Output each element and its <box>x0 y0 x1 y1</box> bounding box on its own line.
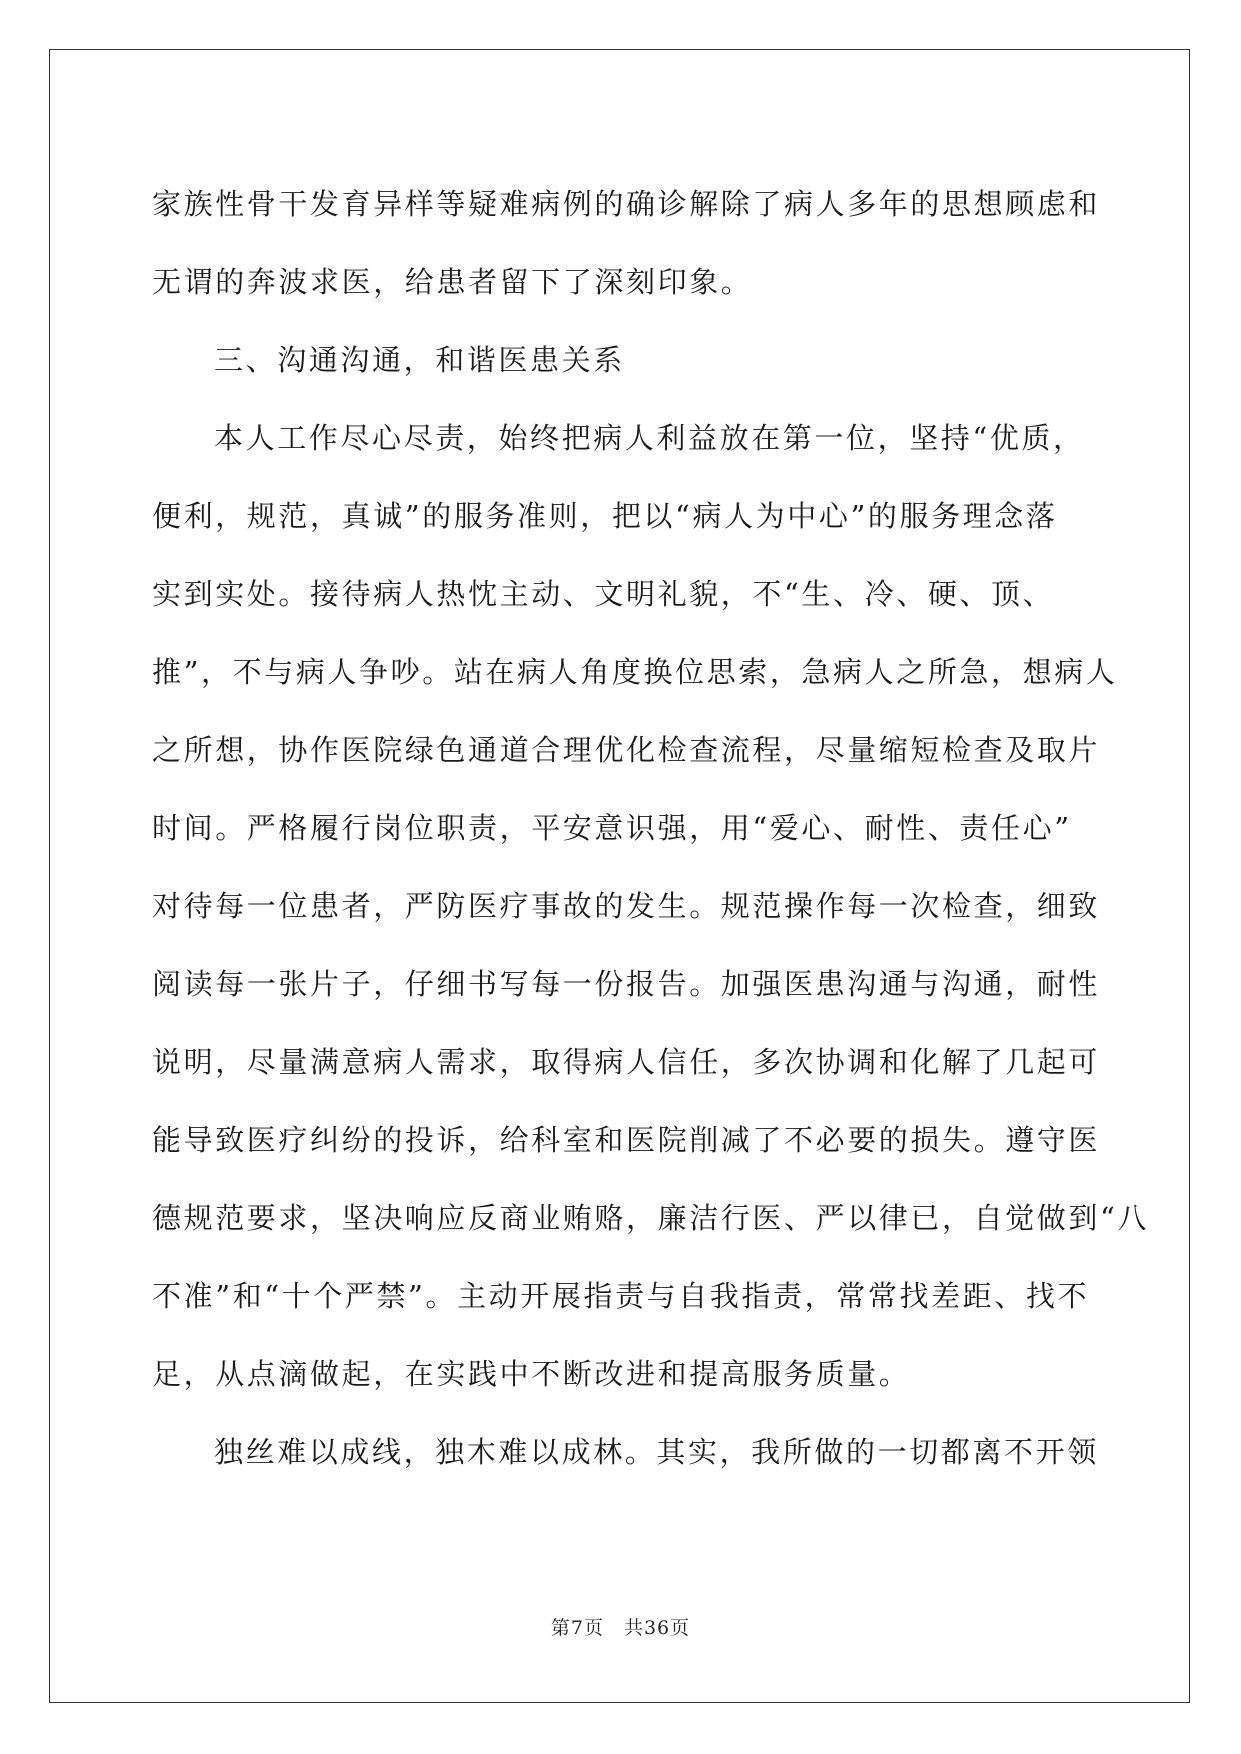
text-line: 之所想，协作医院绿色通道合理优化检查流程，尽量缩短检查及取片 <box>152 733 1101 767</box>
text-line: 家族性骨干发育异样等疑难病例的确诊解除了病人多年的思想顾虑和 <box>152 187 1101 221</box>
page-number: 第7页 <box>550 1617 604 1639</box>
text-line: 实到实处。接待病人热忱主动、文明礼貌，不“生、冷、硬、顶、 <box>152 577 1055 611</box>
text-line: 不准”和“十个严禁”。主动开展指责与自我指责，常常找差距、找不 <box>152 1279 1090 1313</box>
section-heading: 三、沟通沟通，和谐医患关系 <box>214 343 625 377</box>
text-line: 阅读每一张片子，仔细书写每一份报告。加强医患沟通与沟通，耐性 <box>152 967 1101 1001</box>
text-line: 能导致医疗纠纷的投诉，给科室和医院削减了不必要的损失。遵守医 <box>152 1123 1101 1157</box>
text-line: 本人工作尽心尽责，始终把病人利益放在第一位，坚持“优质， <box>214 421 1085 455</box>
text-line: 对待每一位患者，严防医疗事故的发生。规范操作每一次检查，细致 <box>152 889 1101 923</box>
text-line: 推”，不与病人争吵。站在病人角度换位思索，急病人之所急，想病人 <box>152 655 1118 689</box>
text-line: 足，从点滴做起，在实践中不断改进和提高服务质量。 <box>152 1357 911 1391</box>
text-line: 说明，尽量满意病人需求，取得病人信任，多次协调和化解了几起可 <box>152 1045 1101 1079</box>
text-line: 德规范要求，坚决响应反商业贿赂，廉洁行医、严以律已，自觉做到“八 <box>152 1201 1150 1235</box>
page-total: 共36页 <box>623 1617 691 1639</box>
text-line: 无谓的奔波求医，给患者留下了深刻印象。 <box>152 265 753 299</box>
page-footer <box>0 1613 1241 1640</box>
text-line: 便利，规范，真诚”的服务准则，把以“病人为中心”的服务理念落 <box>152 499 1058 533</box>
document-body <box>152 165 1150 1491</box>
text-line: 独丝难以成线，独木难以成林。其实，我所做的一切都离不开领 <box>214 1435 1099 1469</box>
text-line: 时间。严格履行岗位职责，平安意识强，用“爱心、耐性、责任心” <box>152 811 1072 845</box>
